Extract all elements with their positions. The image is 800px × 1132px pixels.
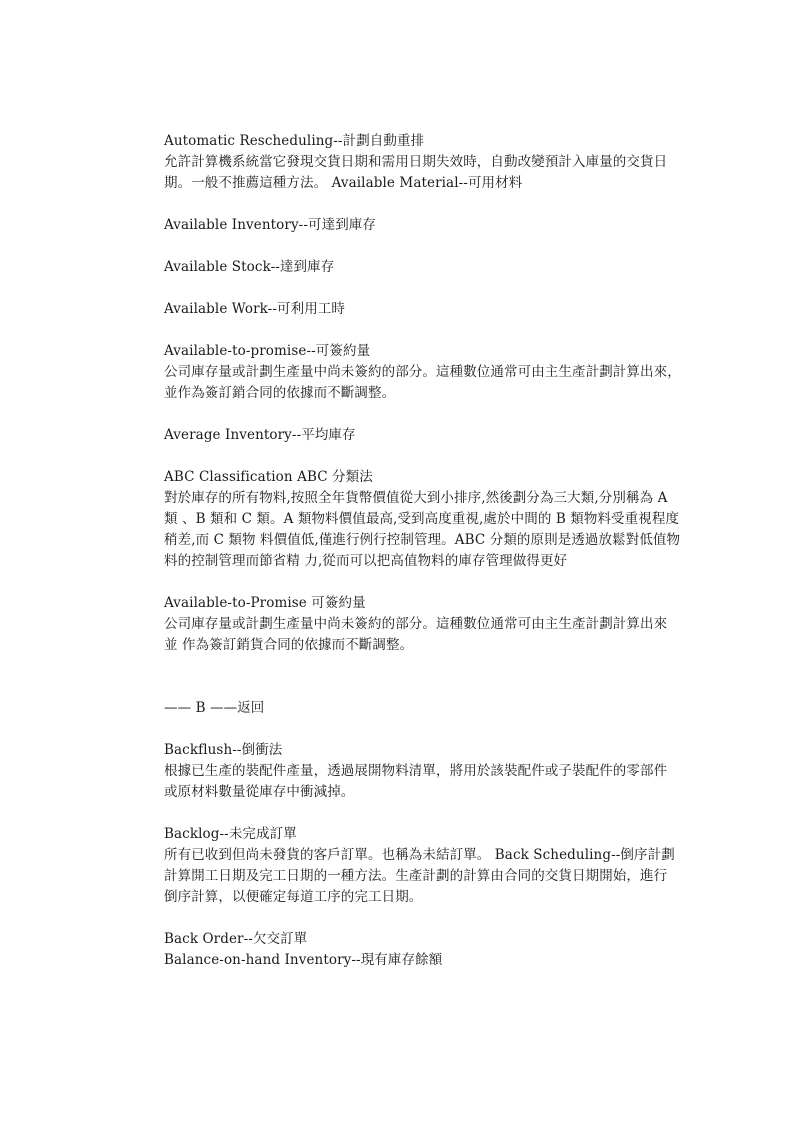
definition-line: 倒序計算，以便確定每道工序的完工日期。	[164, 889, 423, 905]
term-heading-automatic-rescheduling: Automatic Rescheduling--計劃自動重排	[164, 133, 425, 149]
definition-line: 根據已生產的裝配件產量，透過展開物料清單，將用於該裝配件或子裝配件的零部件	[164, 763, 668, 779]
definition-line: 期。一般不推薦這種方法。 Available Material--可用材料	[164, 175, 523, 191]
blank-line	[164, 572, 704, 593]
definition-line: 料的控制管理而節省精 力,從而可以把高值物料的庫存管理做得更好	[164, 553, 568, 569]
blank-line	[164, 320, 704, 341]
definition-line: 或原材料數量從庫存中衝減掉。	[164, 784, 355, 800]
definition-line: 類 、B 類和 C 類。A 類物料價值最高,受到高度重視,處於中間的 B 類物料受重視程度	[164, 511, 680, 527]
blank-line	[164, 719, 704, 740]
definition-line: 允許計算機系統當它發現交貨日期和需用日期失效時，自動改變預計入庫量的交貨日	[164, 154, 668, 170]
term-heading-average-inventory: Average Inventory--平均庫存	[164, 427, 356, 443]
term-heading-available-stock: Available Stock--達到庫存	[164, 259, 335, 275]
term-heading-available-work: Available Work--可利用工時	[164, 301, 346, 317]
term-heading-back-order: Back Order--欠交訂單	[164, 931, 308, 947]
definition-line: 公司庫存量或計劃生產量中尚未簽約的部分。這種數位通常可由主生產計劃計算出來，	[164, 364, 681, 380]
term-heading-available-to-promise-2: Available-to-Promise 可簽約量	[164, 595, 366, 611]
definition-line: 公司庫存量或計劃生產量中尚未簽約的部分。這種數位通常可由主生產計劃計算出來	[164, 616, 668, 632]
term-heading-backflush: Backflush--倒衝法	[164, 742, 283, 758]
blank-line	[164, 236, 704, 257]
blank-line	[164, 194, 704, 215]
blank-line	[164, 404, 704, 425]
definition-line: 計算開工日期及完工日期的一種方法。生產計劃的計算由合同的交貨日期開始，進行	[164, 868, 668, 884]
blank-line	[164, 908, 704, 929]
blank-line	[164, 278, 704, 299]
term-heading-available-to-promise: Available-to-promise--可簽約量	[164, 343, 371, 359]
term-heading-balance-on-hand-inventory: Balance-on-hand Inventory--現有庫存餘額	[164, 952, 443, 968]
document-page	[164, 131, 704, 971]
definition-line: 稍差,而 C 類物 料價值低,僅進行例行控制管理。ABC 分類的原則是透過放鬆對低值物	[164, 532, 681, 548]
term-heading-backlog: Backlog--未完成訂單	[164, 826, 297, 842]
blank-line	[164, 656, 704, 698]
blank-line	[164, 446, 704, 467]
blank-line	[164, 803, 704, 824]
definition-line: 並作為簽訂銷合同的依據而不斷調整。	[164, 385, 396, 401]
definition-line: 對於庫存的所有物料,按照全年貨幣價值從大到小排序,然後劃分為三大類,分別稱為 A	[164, 490, 668, 506]
section-heading-b-return-link[interactable]: —— B ——返回	[164, 700, 265, 716]
term-heading-abc-classification: ABC Classification ABC 分類法	[164, 469, 373, 485]
definition-line: 並 作為簽訂銷貨合同的依據而不斷調整。	[164, 637, 414, 653]
term-heading-available-inventory: Available Inventory--可達到庫存	[164, 217, 376, 233]
definition-line: 所有已收到但尚未發貨的客戶訂單。也稱為未結訂單。 Back Scheduling--倒序計劃	[164, 847, 675, 863]
